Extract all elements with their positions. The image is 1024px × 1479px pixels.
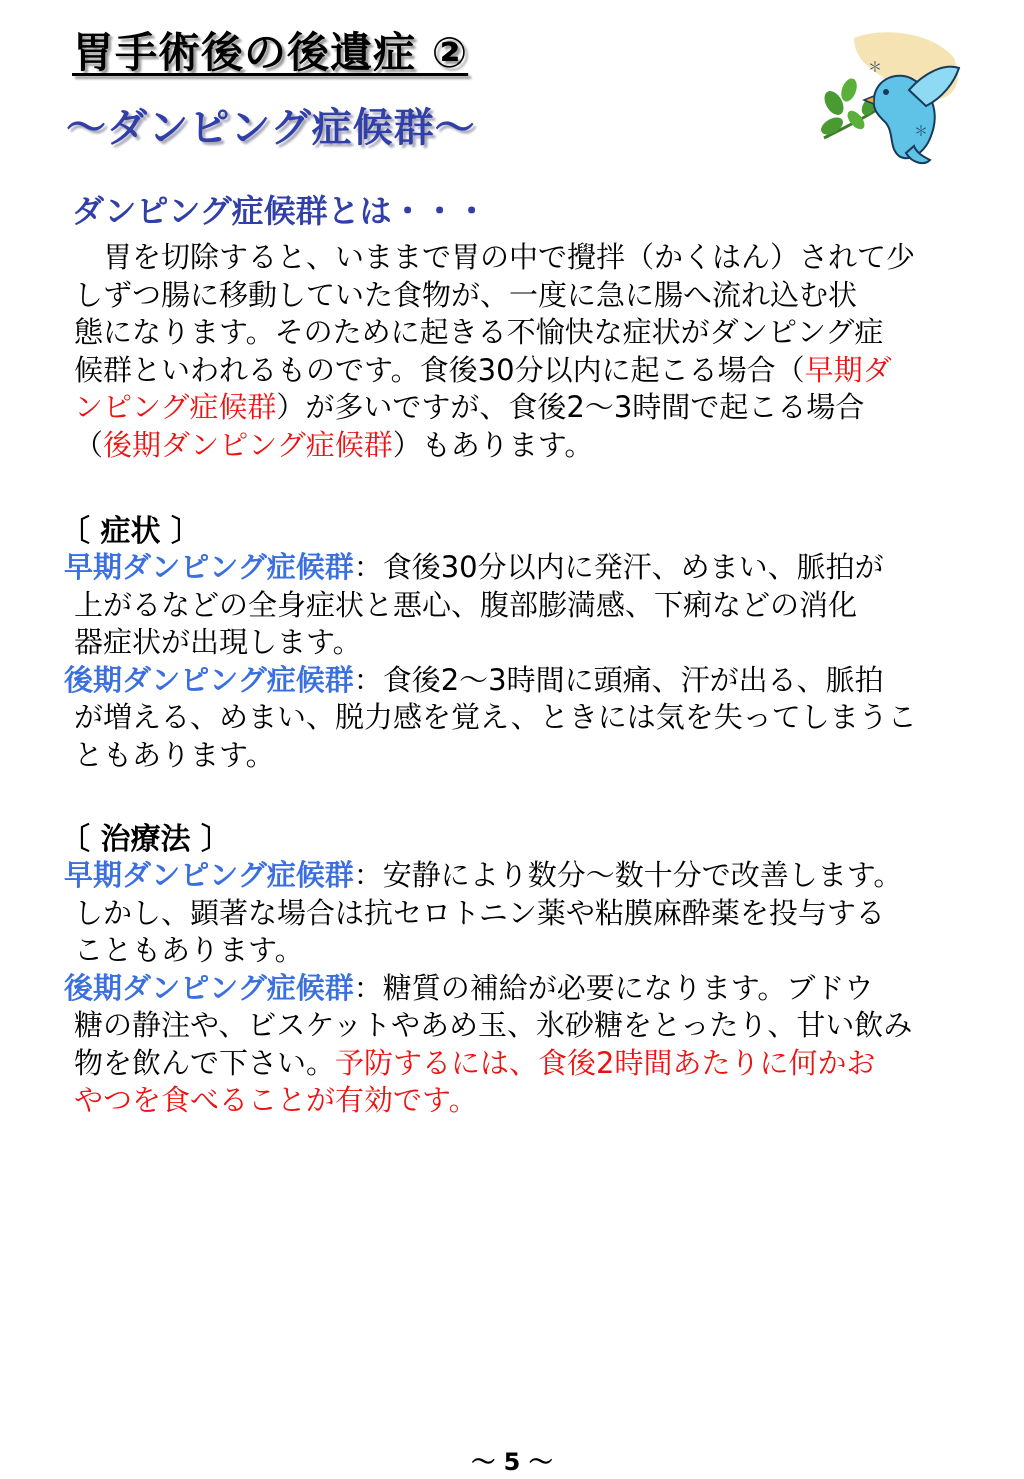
page-title: 胃手術後の後遺症 ② <box>72 28 469 77</box>
intro-line <box>74 352 964 390</box>
early-dumping-term: ンピング症候群 <box>74 390 277 424</box>
text: ）もあります。 <box>392 427 594 462</box>
prevention-note: 予防するには、食後2時間あたりに何かお <box>335 1045 876 1080</box>
treatment-heading: 〔 治療法 〕 <box>60 822 231 857</box>
intro-line <box>74 427 964 465</box>
bluebird-with-olive-branch-icon <box>814 28 964 168</box>
text: ：食後30分以内に発汗、めまい、脈拍が <box>353 550 884 584</box>
text: 候群といわれるものです。食後30分以内に起こる場合（ <box>74 352 805 387</box>
early-dumping-term: 早期ダ <box>804 352 892 387</box>
page-number: ～ 5 ～ <box>471 1448 553 1476</box>
intro-line <box>74 314 964 352</box>
text: 態になります。そのために起きる不愉快な症状がダンピング症 <box>74 315 884 349</box>
text: ）が多いですが、食後2～3時間で起こる場合 <box>276 390 865 424</box>
text: （ <box>74 427 104 462</box>
page-subtitle: ～ダンピング症候群～ <box>66 105 476 151</box>
late-symptoms-line: ともあります。 <box>74 737 275 772</box>
text: ：安静により数分～数十分で改善します。 <box>353 858 903 892</box>
prevention-note: やつを食べることが有効です。 <box>74 1083 478 1117</box>
late-dumping-label: 後期ダンピング症候群 <box>64 970 354 1005</box>
late-treatment-line <box>74 1045 994 1083</box>
early-dumping-label: 早期ダンピング症候群 <box>64 858 354 892</box>
late-symptoms-line: が増える、めまい、脱力感を覚え、ときには気を失ってしまうこ <box>74 700 917 734</box>
text: ：糖質の補給が必要になります。ブドウ <box>353 970 874 1005</box>
intro-line <box>74 239 964 277</box>
late-dumping-label: 後期ダンピング症候群 <box>64 662 354 697</box>
early-symptoms-line <box>64 549 964 587</box>
text: 胃を切除すると、いままで胃の中で攪拌（かくはん）されて少 <box>74 240 916 274</box>
text: しずつ腸に移動していた食物が、一度に急に腸へ流れ込む状 <box>74 277 858 312</box>
early-treatment-line <box>64 857 994 895</box>
intro-line <box>74 277 964 315</box>
early-symptoms-line: 上がるなどの全身症状と悪心、腹部膨満感、下痢などの消化 <box>74 587 858 622</box>
early-dumping-label: 早期ダンピング症候群 <box>64 550 354 584</box>
svg-text:＊: ＊ <box>914 124 928 140</box>
late-symptoms-line <box>64 662 964 700</box>
early-treatment-line: しかし、顕著な場合は抗セロトニン薬や粘膜麻酔薬を投与する <box>74 895 885 930</box>
svg-text:＊: ＊ <box>868 60 882 76</box>
late-treatment-line <box>64 970 994 1008</box>
text: ：食後2～3時間に頭痛、汗が出る、脈拍 <box>353 662 884 697</box>
intro-heading: ダンピング症候群とは・・・ <box>72 192 488 230</box>
symptoms-section <box>64 549 964 774</box>
early-treatment-line: こともあります。 <box>74 933 304 967</box>
intro-paragraph <box>74 239 964 464</box>
late-dumping-term: 後期ダンピング症候群 <box>103 427 393 462</box>
intro-line <box>74 389 964 427</box>
treatment-section <box>64 857 994 1120</box>
symptoms-heading: 〔 症状 〕 <box>60 514 201 549</box>
text: 物を飲んで下さい。 <box>74 1045 336 1080</box>
early-symptoms-line: 器症状が出現します。 <box>74 625 362 659</box>
late-treatment-line: 糖の静注や、ビスケットやあめ玉、氷砂糖をとったり、甘い飲み <box>74 1008 913 1042</box>
